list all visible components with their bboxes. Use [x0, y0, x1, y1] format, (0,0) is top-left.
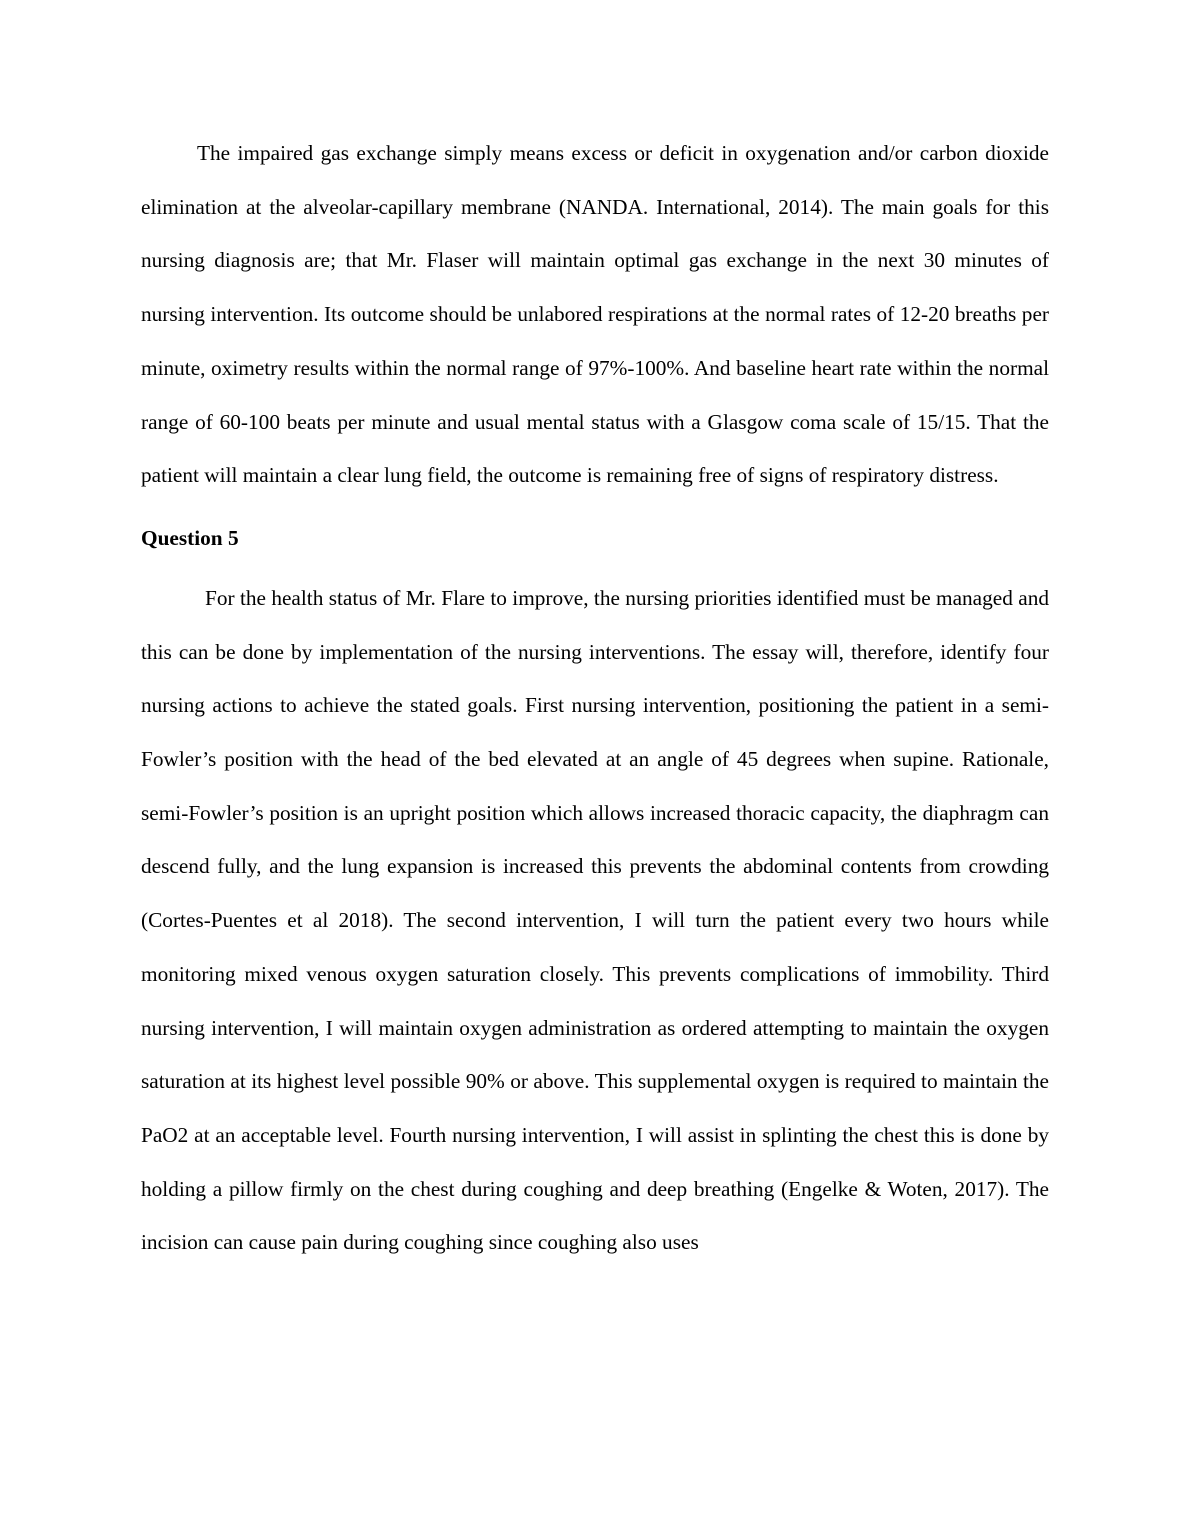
paragraph-nursing-interventions: For the health status of Mr. Flare to improve, the nursing priorities identified must be managed and this can be done by implementation of the nursing interventions. The essay will, therefore, identify four nursing actions to achieve the stated goals. First nursing intervention, positioning the patient in a semi-Fowler’s position with the head of the bed elevated at an angle of 45 degrees when supine. Rationale, semi-Fowler’s position is an upright position which allows increased thoracic capacity, the diaphragm can descend fully, and the lung expansion is increased this prevents the abdominal contents from crowding (Cortes-Puentes et al 2018). The second intervention, I will turn the patient every two hours while monitoring mixed venous oxygen saturation closely. This prevents complications of immobility. Third nursing intervention, I will maintain oxygen administration as ordered attempting to maintain the oxygen saturation at its highest level possible 90% or above. This supplemental oxygen is required to maintain the PaO2 at an acceptable level. Fourth nursing intervention, I will assist in splinting the chest this is done by holding a pillow firmly on the chest during coughing and deep breathing (Engelke & Woten, 2017). The incision can cause pain during coughing since coughing also uses	[141, 585, 1049, 1255]
section-heading-question-5: Question 5	[141, 525, 239, 550]
paragraph-gas-exchange: The impaired gas exchange simply means excess or deficit in oxygenation and/or carbon dioxide elimination at the alveolar-capillary membrane (NANDA. International, 2014). The main goals for this nursing diagnosis are; that Mr. Flaser will maintain optimal gas exchange in the next 30 minutes of nursing intervention. Its outcome should be unlabored respirations at the normal rates of 12-20 breaths per minute, oximetry results within the normal range of 97%-100%. And baseline heart rate within the normal range of 60-100 beats per minute and usual mental status with a Glasgow coma scale of 15/15. That the patient will maintain a clear lung field, the outcome is remaining free of signs of respiratory distress.	[141, 141, 1049, 488]
document-body	[141, 127, 1049, 1270]
